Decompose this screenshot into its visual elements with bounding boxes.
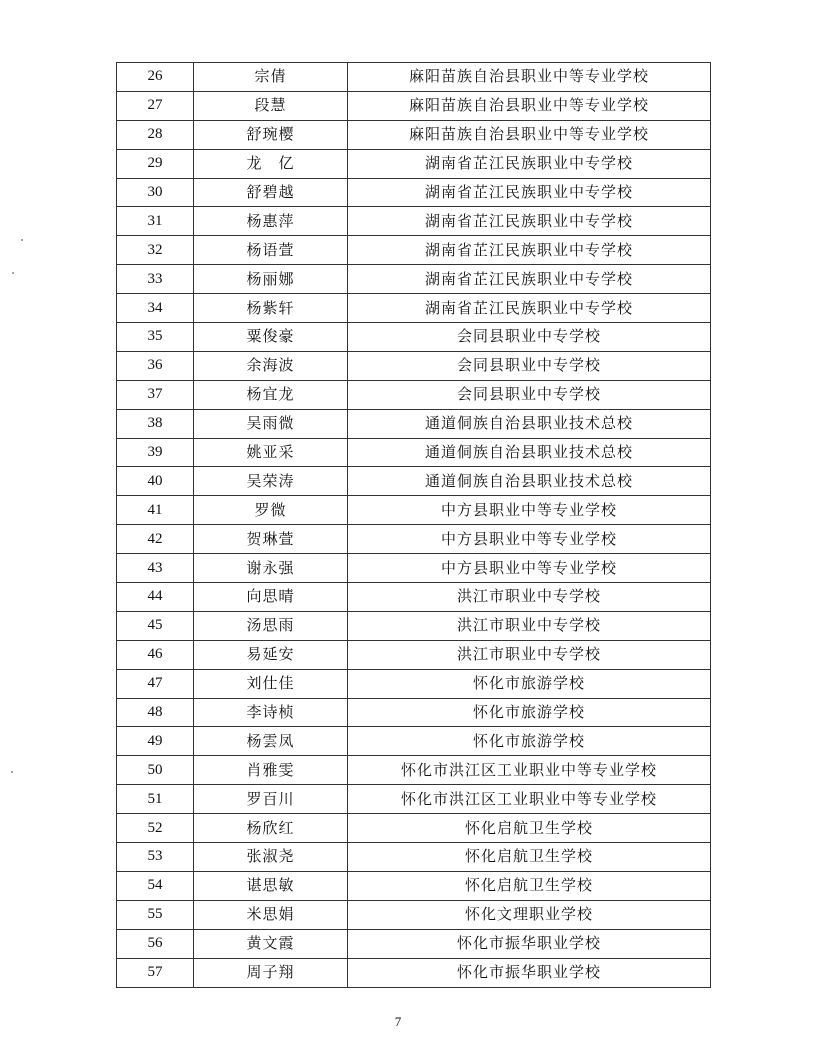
row-number-cell: 50 (117, 756, 194, 785)
table-row (117, 669, 711, 698)
table-row (117, 929, 711, 958)
row-number-cell: 47 (117, 669, 194, 698)
school-name-cell: 怀化市振华职业学校 (348, 929, 711, 958)
school-name-cell: 湖南省芷江民族职业中专学校 (348, 236, 711, 265)
school-name-cell: 怀化市旅游学校 (348, 727, 711, 756)
row-number-cell: 51 (117, 785, 194, 814)
row-number-cell: 46 (117, 640, 194, 669)
student-name-cell: 宗倩 (194, 63, 348, 92)
roster-table (116, 62, 711, 988)
student-name-cell: 谌思敏 (194, 871, 348, 900)
table-row (117, 294, 711, 323)
school-name-cell: 通道侗族自治县职业技术总校 (348, 409, 711, 438)
school-name-cell: 麻阳苗族自治县职业中等专业学校 (348, 120, 711, 149)
table-row (117, 525, 711, 554)
table-row (117, 351, 711, 380)
roster-table-body (117, 63, 711, 988)
row-number-cell: 31 (117, 207, 194, 236)
table-row (117, 120, 711, 149)
table-row (117, 63, 711, 92)
table-row (117, 91, 711, 120)
row-number-cell: 36 (117, 351, 194, 380)
row-number-cell: 45 (117, 611, 194, 640)
school-name-cell: 中方县职业中等专业学校 (348, 525, 711, 554)
row-number-cell: 55 (117, 900, 194, 929)
student-name-cell: 张淑尧 (194, 843, 348, 872)
student-name-cell: 段慧 (194, 91, 348, 120)
row-number-cell: 35 (117, 323, 194, 352)
row-number-cell: 37 (117, 380, 194, 409)
row-number-cell: 39 (117, 438, 194, 467)
student-name-cell: 刘仕佳 (194, 669, 348, 698)
student-name-cell: 向思晴 (194, 583, 348, 612)
table-row (117, 149, 711, 178)
student-name-cell: 米思娟 (194, 900, 348, 929)
row-number-cell: 32 (117, 236, 194, 265)
student-name-cell: 吴雨微 (194, 409, 348, 438)
school-name-cell: 湖南省芷江民族职业中专学校 (348, 178, 711, 207)
school-name-cell: 洪江市职业中专学校 (348, 611, 711, 640)
student-name-cell: 杨语萱 (194, 236, 348, 265)
table-row (117, 207, 711, 236)
table-row (117, 409, 711, 438)
table-row (117, 611, 711, 640)
table-row (117, 756, 711, 785)
row-number-cell: 57 (117, 958, 194, 987)
student-name-cell: 杨欣红 (194, 814, 348, 843)
row-number-cell: 33 (117, 265, 194, 294)
student-name-cell: 汤思雨 (194, 611, 348, 640)
student-name-cell: 舒碧越 (194, 178, 348, 207)
table-row (117, 640, 711, 669)
student-name-cell: 贺琳萱 (194, 525, 348, 554)
table-row (117, 583, 711, 612)
row-number-cell: 28 (117, 120, 194, 149)
school-name-cell: 通道侗族自治县职业技术总校 (348, 467, 711, 496)
school-name-cell: 怀化文理职业学校 (348, 900, 711, 929)
table-row (117, 265, 711, 294)
row-number-cell: 38 (117, 409, 194, 438)
student-name-cell: 黄文霞 (194, 929, 348, 958)
scan-speck (21, 239, 23, 241)
roster-table-container (116, 62, 710, 988)
school-name-cell: 怀化市洪江区工业职业中等专业学校 (348, 756, 711, 785)
school-name-cell: 怀化市振华职业学校 (348, 958, 711, 987)
student-name-cell: 余海波 (194, 351, 348, 380)
table-row (117, 554, 711, 583)
school-name-cell: 怀化市旅游学校 (348, 698, 711, 727)
student-name-cell: 李诗桢 (194, 698, 348, 727)
student-name-cell: 周子翔 (194, 958, 348, 987)
school-name-cell: 通道侗族自治县职业技术总校 (348, 438, 711, 467)
school-name-cell: 怀化启航卫生学校 (348, 814, 711, 843)
row-number-cell: 44 (117, 583, 194, 612)
student-name-cell: 肖雅雯 (194, 756, 348, 785)
row-number-cell: 48 (117, 698, 194, 727)
student-name-cell: 易延安 (194, 640, 348, 669)
school-name-cell: 湖南省芷江民族职业中专学校 (348, 149, 711, 178)
scan-speck (11, 771, 13, 773)
student-name-cell: 谢永强 (194, 554, 348, 583)
table-row (117, 467, 711, 496)
row-number-cell: 56 (117, 929, 194, 958)
table-row (117, 438, 711, 467)
school-name-cell: 麻阳苗族自治县职业中等专业学校 (348, 91, 711, 120)
table-row (117, 178, 711, 207)
student-name-cell: 粟俊豪 (194, 323, 348, 352)
school-name-cell: 中方县职业中等专业学校 (348, 496, 711, 525)
school-name-cell: 中方县职业中等专业学校 (348, 554, 711, 583)
table-row (117, 380, 711, 409)
student-name-cell: 杨紫轩 (194, 294, 348, 323)
row-number-cell: 49 (117, 727, 194, 756)
student-name-cell: 杨雲凤 (194, 727, 348, 756)
table-row (117, 843, 711, 872)
row-number-cell: 53 (117, 843, 194, 872)
student-name-cell: 杨宜龙 (194, 380, 348, 409)
student-name-cell: 杨丽娜 (194, 265, 348, 294)
row-number-cell: 40 (117, 467, 194, 496)
student-name-cell: 罗微 (194, 496, 348, 525)
student-name-cell: 罗百川 (194, 785, 348, 814)
school-name-cell: 怀化启航卫生学校 (348, 871, 711, 900)
row-number-cell: 52 (117, 814, 194, 843)
school-name-cell: 洪江市职业中专学校 (348, 640, 711, 669)
row-number-cell: 30 (117, 178, 194, 207)
school-name-cell: 会同县职业中专学校 (348, 351, 711, 380)
school-name-cell: 湖南省芷江民族职业中专学校 (348, 207, 711, 236)
school-name-cell: 湖南省芷江民族职业中专学校 (348, 294, 711, 323)
table-row (117, 900, 711, 929)
table-row (117, 698, 711, 727)
page-number: 7 (394, 1014, 402, 1029)
school-name-cell: 怀化启航卫生学校 (348, 843, 711, 872)
student-name-cell: 吴荣涛 (194, 467, 348, 496)
school-name-cell: 洪江市职业中专学校 (348, 583, 711, 612)
table-row (117, 236, 711, 265)
row-number-cell: 34 (117, 294, 194, 323)
student-name-cell: 杨惠萍 (194, 207, 348, 236)
table-row (117, 785, 711, 814)
student-name-cell: 舒琬樱 (194, 120, 348, 149)
student-name-cell: 龙 亿 (194, 149, 348, 178)
row-number-cell: 29 (117, 149, 194, 178)
table-row (117, 727, 711, 756)
row-number-cell: 27 (117, 91, 194, 120)
school-name-cell: 怀化市洪江区工业职业中等专业学校 (348, 785, 711, 814)
school-name-cell: 会同县职业中专学校 (348, 323, 711, 352)
school-name-cell: 会同县职业中专学校 (348, 380, 711, 409)
table-row (117, 871, 711, 900)
school-name-cell: 麻阳苗族自治县职业中等专业学校 (348, 63, 711, 92)
school-name-cell: 怀化市旅游学校 (348, 669, 711, 698)
row-number-cell: 43 (117, 554, 194, 583)
table-row (117, 814, 711, 843)
table-row (117, 323, 711, 352)
row-number-cell: 41 (117, 496, 194, 525)
table-row (117, 496, 711, 525)
scan-speck (12, 272, 14, 274)
row-number-cell: 42 (117, 525, 194, 554)
table-row (117, 958, 711, 987)
row-number-cell: 26 (117, 63, 194, 92)
row-number-cell: 54 (117, 871, 194, 900)
student-name-cell: 姚亚采 (194, 438, 348, 467)
school-name-cell: 湖南省芷江民族职业中专学校 (348, 265, 711, 294)
